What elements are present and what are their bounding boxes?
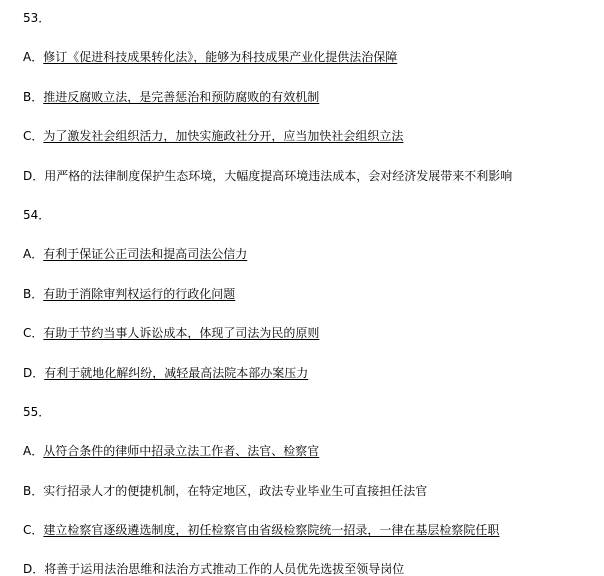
question-54-option-d — [23, 366, 308, 380]
option-letter: A． — [23, 247, 44, 261]
question-53-option-c — [23, 129, 403, 143]
option-text: 为了激发社会组织活力，加快实施政社分开，应当加快社会组织立法 — [43, 129, 404, 143]
option-text: 有助于消除审判权运行的行政化问题 — [43, 287, 236, 301]
option-letter: D． — [23, 366, 45, 380]
option-text: 实行招录人才的便捷机制，在特定地区，政法专业毕业生可直接担任法官 — [43, 484, 428, 498]
option-text: 建立检察官逐级遴选制度，初任检察官由省级检察院统一招录，一律在基层检察院任职 — [43, 523, 500, 537]
question-number-55: 55． — [23, 405, 51, 419]
option-text: 有助于节约当事人诉讼成本，体现了司法为民的原则 — [43, 326, 320, 340]
option-letter: C． — [23, 326, 44, 340]
question-number-53: 53． — [23, 11, 51, 25]
option-letter: B． — [23, 90, 44, 104]
option-letter: C． — [23, 129, 44, 143]
question-53-option-b — [23, 90, 319, 104]
option-text: 从符合条件的律师中招录立法工作者、法官、检察官 — [43, 444, 320, 458]
option-letter: C． — [23, 523, 44, 537]
option-letter: B． — [23, 484, 44, 498]
option-letter: D． — [23, 169, 45, 183]
option-letter: A． — [23, 50, 44, 64]
option-letter: D． — [23, 562, 45, 576]
question-55-option-c — [23, 523, 499, 537]
question-number-54: 54． — [23, 208, 51, 222]
option-text: 修订《促进科技成果转化法》，能够为科技成果产业化提供法治保障 — [43, 50, 398, 64]
question-55-option-a — [23, 444, 319, 458]
question-55-option-b — [23, 484, 427, 498]
question-53-option-a — [23, 50, 397, 64]
option-text: 推进反腐败立法，是完善惩治和预防腐败的有效机制 — [43, 90, 320, 104]
question-54-option-c — [23, 326, 319, 340]
question-54-option-a — [23, 247, 247, 261]
option-letter: A． — [23, 444, 44, 458]
question-55-option-d — [23, 562, 404, 576]
option-text: 用严格的法律制度保护生态环境，大幅度提高环境违法成本，会对经济发展带来不利影响 — [44, 169, 513, 183]
option-text: 将善于运用法治思维和法治方式推动工作的人员优先选拔至领导岗位 — [44, 562, 405, 576]
option-text: 有利于就地化解纠纷，减轻最高法院本部办案压力 — [44, 366, 309, 380]
question-53-option-d — [23, 169, 512, 183]
option-text: 有利于保证公正司法和提高司法公信力 — [43, 247, 248, 261]
question-54-option-b — [23, 287, 235, 301]
option-letter: B． — [23, 287, 44, 301]
